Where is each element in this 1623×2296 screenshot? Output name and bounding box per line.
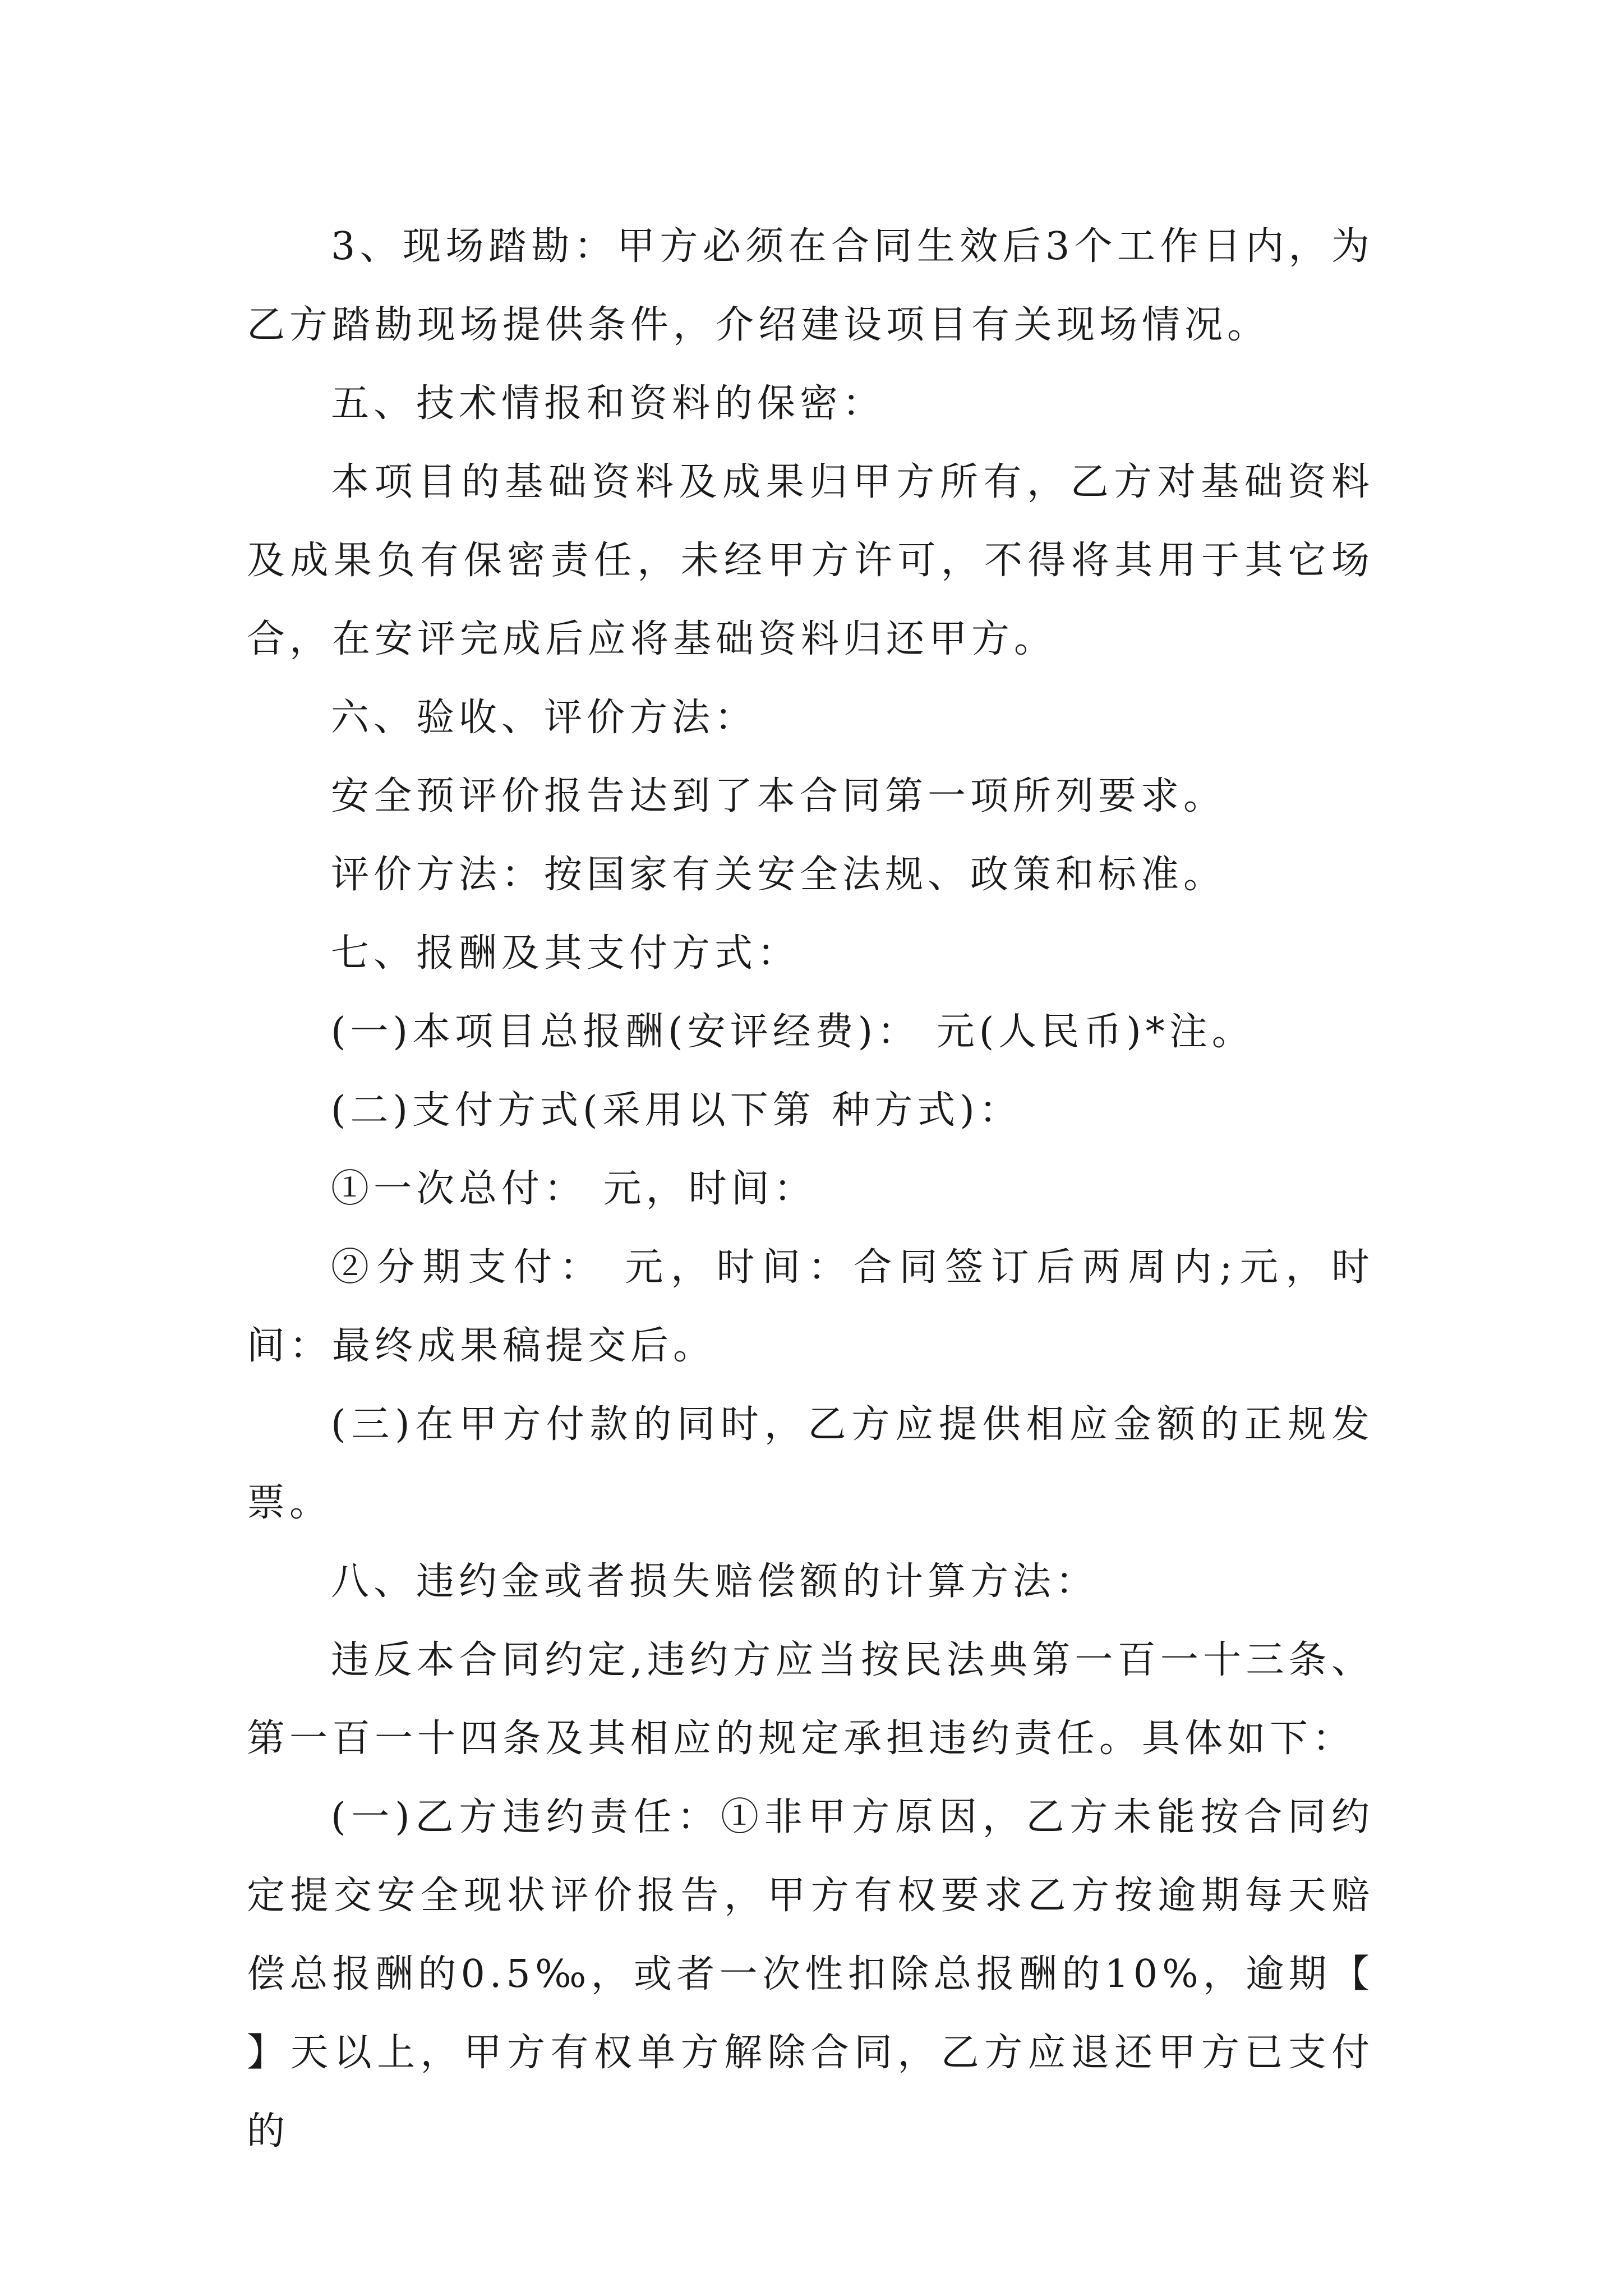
paragraph-lump-sum: ①一次总付： 元，时间： (331, 1167, 817, 1211)
paragraph-installments: ②分期支付： 元，时间：合同签订后两周内;元，时间：最终成果稿提交后。 (247, 1245, 1374, 1368)
paragraph-payment-method: (二)支付方式(采用以下第 种方式)： (331, 1088, 1022, 1133)
paragraph-site-survey: 3、现场踏勘：甲方必须在合同生效后3个工作日内，为乙方踏勘现场提供条件，介绍建设项目有关现场情况。 (247, 224, 1374, 347)
heading-acceptance: 六、验收、评价方法： (331, 696, 758, 740)
paragraph-breach-general: 违反本合同约定,违约方应当按民法典第一百一十三条、第一百一十四条及其相应的规定承担违约责任。具体如下： (247, 1638, 1374, 1761)
paragraph-confidentiality: 本项目的基础资料及成果归甲方所有，乙方对基础资料及成果负有保密责任，未经甲方许可，不得将其用于其它场合，在安评完成后应将基础资料归还甲方。 (247, 460, 1374, 661)
paragraph-party-b-liability: (一)乙方违约责任：①非甲方原因，乙方未能按合同约定提交安全现状评价报告，甲方有权要求乙方按逾期每天赔偿总报酬的0.5‰，或者一次性扣除总报酬的10%，逾期【 】天以上，甲方有权单方解除合同，乙方应退还甲方已支付的 (247, 1795, 1374, 2154)
document-body (247, 208, 1374, 2171)
paragraph-invoice: (三)在甲方付款的同时，乙方应提供相应金额的正规发票。 (247, 1402, 1374, 1525)
heading-penalty: 八、违约金或者损失赔偿额的计算方法： (331, 1559, 1099, 1604)
heading-confidentiality: 五、技术情报和资料的保密： (331, 381, 886, 426)
paragraph-evaluation-method: 评价方法：按国家有关安全法规、政策和标准。 (331, 853, 1227, 897)
paragraph-acceptance-requirement: 安全预评价报告达到了本合同第一项所列要求。 (331, 774, 1227, 818)
paragraph-total-fee: (一)本项目总报酬(安评经费)： 元(人民币)*注。 (331, 1010, 1255, 1054)
heading-payment: 七、报酬及其支付方式： (331, 931, 800, 976)
